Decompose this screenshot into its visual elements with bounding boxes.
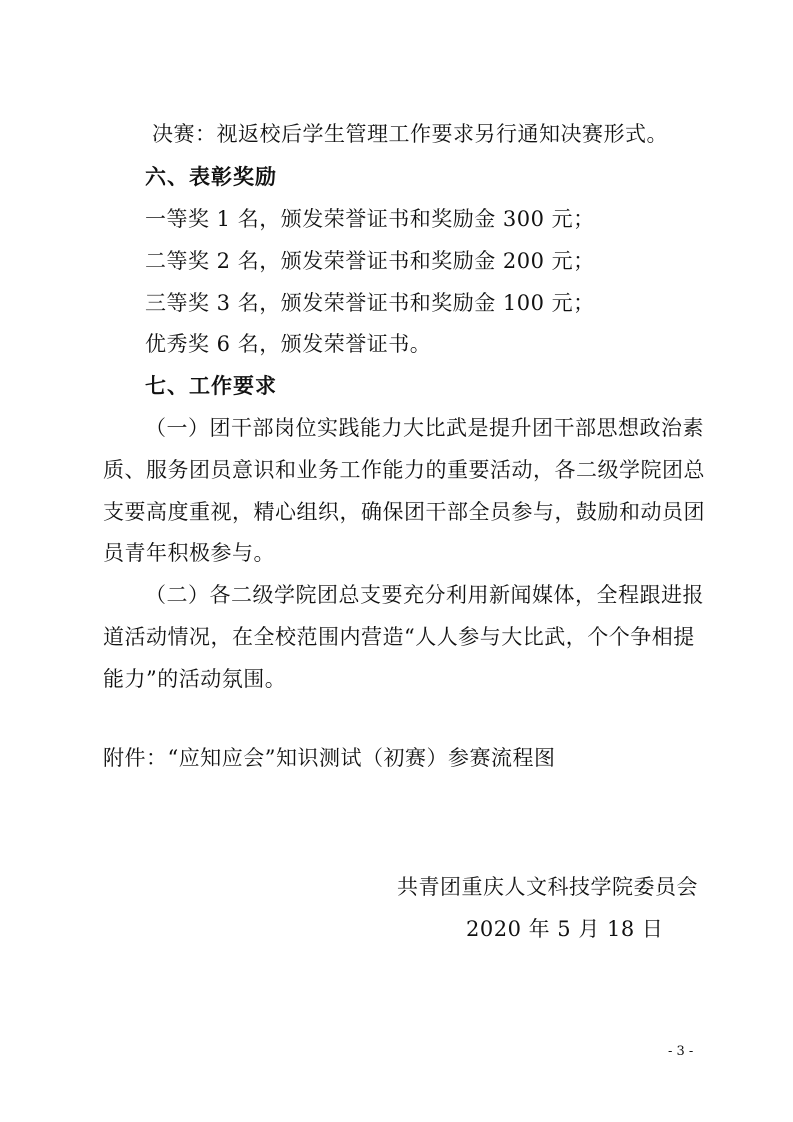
signature-date: 2020 年 5 月 18 日	[466, 917, 664, 941]
award-second-prize: 二等奖 2 名，颁发荣誉证书和奖励金 200 元；	[145, 249, 595, 273]
requirement-2-line-3: 能力”的活动氛围。	[103, 667, 287, 691]
section-6-heading: 六、表彰奖励	[145, 165, 277, 189]
requirement-1-line-1: （一）团干部岗位实践能力大比武是提升团干部思想政治素	[145, 416, 704, 440]
requirement-2-line-1: （二）各二级学院团总支要充分利用新闻媒体，全程跟进报	[145, 583, 704, 607]
award-third-prize: 三等奖 3 名，颁发荣誉证书和奖励金 100 元；	[145, 291, 595, 315]
attachment-note: 附件：“应知应会”知识测试（初赛）参赛流程图	[103, 746, 556, 770]
requirement-1-line-3: 支要高度重视，精心组织，确保团干部全员参与，鼓励和动员团	[103, 500, 705, 524]
page-number: - 3 -	[668, 1044, 694, 1059]
final-round-text: 决赛：视返校后学生管理工作要求另行通知决赛形式。	[152, 122, 668, 146]
requirement-1-line-4: 员青年积极参与。	[103, 541, 275, 565]
requirement-1-line-2: 质、服务团员意识和业务工作能力的重要活动，各二级学院团总	[103, 458, 705, 482]
award-first-prize: 一等奖 1 名，颁发荣誉证书和奖励金 300 元；	[145, 207, 595, 231]
requirement-2-line-2: 道活动情况，在全校范围内营造“人人参与大比武，个个争相提	[103, 625, 695, 649]
signature-organization: 共青团重庆人文科技学院委员会	[397, 875, 698, 899]
award-excellence-prize: 优秀奖 6 名，颁发荣誉证书。	[145, 332, 432, 356]
section-7-heading: 七、工作要求	[145, 374, 277, 398]
